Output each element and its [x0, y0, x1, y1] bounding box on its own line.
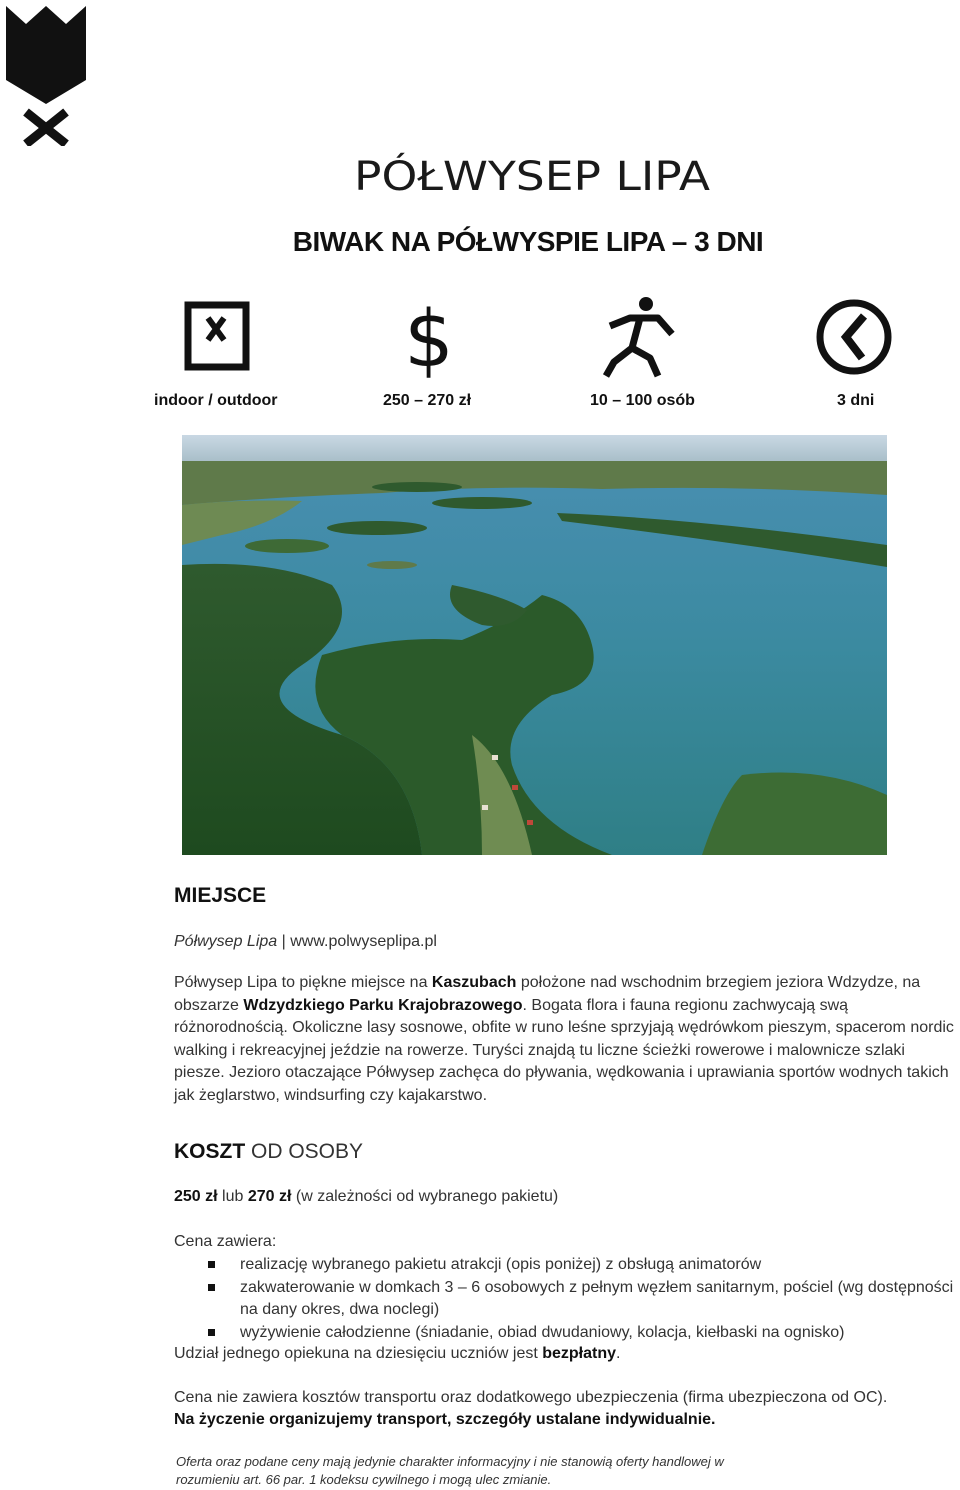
place-description — [174, 972, 958, 1107]
place-name: Półwysep Lipa — [174, 933, 278, 950]
place-info-line — [174, 931, 958, 954]
cost-note: (w zależności od wybranego pakietu) — [291, 1188, 559, 1205]
price-option-2: 270 zł — [247, 1188, 292, 1205]
guardian-text: Udział jednego opiekuna na dziesięciu uczniów jest — [174, 1345, 543, 1362]
desc-text: Półwysep Lipa to piękne miejsce na — [174, 974, 432, 991]
clock-icon — [812, 296, 896, 378]
excluded-note: Cena nie zawiera kosztów transportu oraz dodatkowego ubezpieczenia (firma ubezpieczona od OC). — [174, 1389, 888, 1406]
svg-text:PÓŁWYSEP LIPA: PÓŁWYSEP LIPA — [354, 154, 667, 198]
duration-label: 3 dni — [837, 392, 875, 409]
indoor-outdoor-icon — [184, 296, 250, 378]
corner-emblem-logo — [4, 4, 88, 146]
place-separator: | — [277, 933, 291, 950]
transport-note: Na życzenie organizujemy transport, szczegóły ustalane indywidualnie. — [174, 1411, 716, 1428]
desc-text: . Bogata flora i fauna regionu zachwycają swą różnorodnością. Okoliczne lasy sosnowe, obfite w runo leśne sprzyjają wędrówkom pieszym, spacerom nordic walking i rekreacyjnej jeździe na rowerze. Turyści znajdą tu liczne ścieżki rowerowe i malownicze szlaki piesze. Jezioro otaczające Półwysep zachęca do pływania, wędkowania i uprawiania sportów wodnych takich jak żeglarstwo, windsurfing czy kajakarstwo. — [174, 996, 954, 1104]
price-option-1: 250 zł — [174, 1188, 218, 1205]
place-url-link[interactable]: www.polwyseplipa.pl — [290, 933, 437, 950]
desc-bold-park: Wdzydzkiego Parku Krajobrazowego — [243, 996, 523, 1014]
list-item: realizację wybranego pakietu atrakcji (opis poniżej) z obsługą animatorów — [174, 1254, 958, 1277]
desc-text: położone nad wschodnim brzegiem jeziora Wdzydze, na obszarze — [174, 974, 921, 1014]
included-title: Cena zawiera: — [174, 1233, 277, 1250]
page-title: BIWAK NA PÓŁWYSPIE LIPA – 3 DNI — [292, 226, 764, 257]
price-range-label: 250 – 270 zł — [383, 392, 472, 409]
group-size-label: 10 – 100 osób — [590, 392, 695, 409]
polwysep-lipa-logo — [354, 152, 714, 198]
section-heading-place: MIEJSCE — [174, 884, 267, 907]
indoor-outdoor-label: indoor / outdoor — [154, 392, 278, 409]
cost-heading-bold: KOSZT — [174, 1140, 246, 1163]
svg-text:$: $ — [404, 296, 454, 378]
aerial-lake-photo — [182, 435, 887, 855]
disclaimer: Oferta oraz podane ceny mają jedynie charakter informacyjny i nie stanowią oferty handlowej w rozumieniu art. 66 par. 1 kodeksu cywilnego i mogą ulec zmianie. — [176, 1454, 724, 1487]
cost-heading-light: OD OSOBY — [245, 1140, 364, 1163]
list-item: wyżywienie całodzienne (śniadanie, obiad dwudaniowy, kolacja, kiełbaski na ognisko) — [174, 1322, 958, 1345]
dollar-icon — [404, 296, 454, 378]
included-list — [174, 1254, 958, 1344]
desc-bold-kaszuby: Kaszubach — [431, 974, 517, 991]
guardian-end: . — [616, 1345, 621, 1362]
section-heading-cost — [174, 1140, 958, 1164]
walking-person-icon — [600, 296, 680, 378]
guardian-free: bezpłatny — [542, 1345, 617, 1362]
cost-line — [174, 1186, 958, 1209]
list-item: zakwaterowanie w domkach 3 – 6 osobowych z pełnym węzłem sanitarnym, pościel (wg dostępności na dany okres, dwa noclegi) — [174, 1277, 958, 1322]
cost-or: lub — [217, 1188, 248, 1205]
guardian-note — [174, 1343, 958, 1366]
